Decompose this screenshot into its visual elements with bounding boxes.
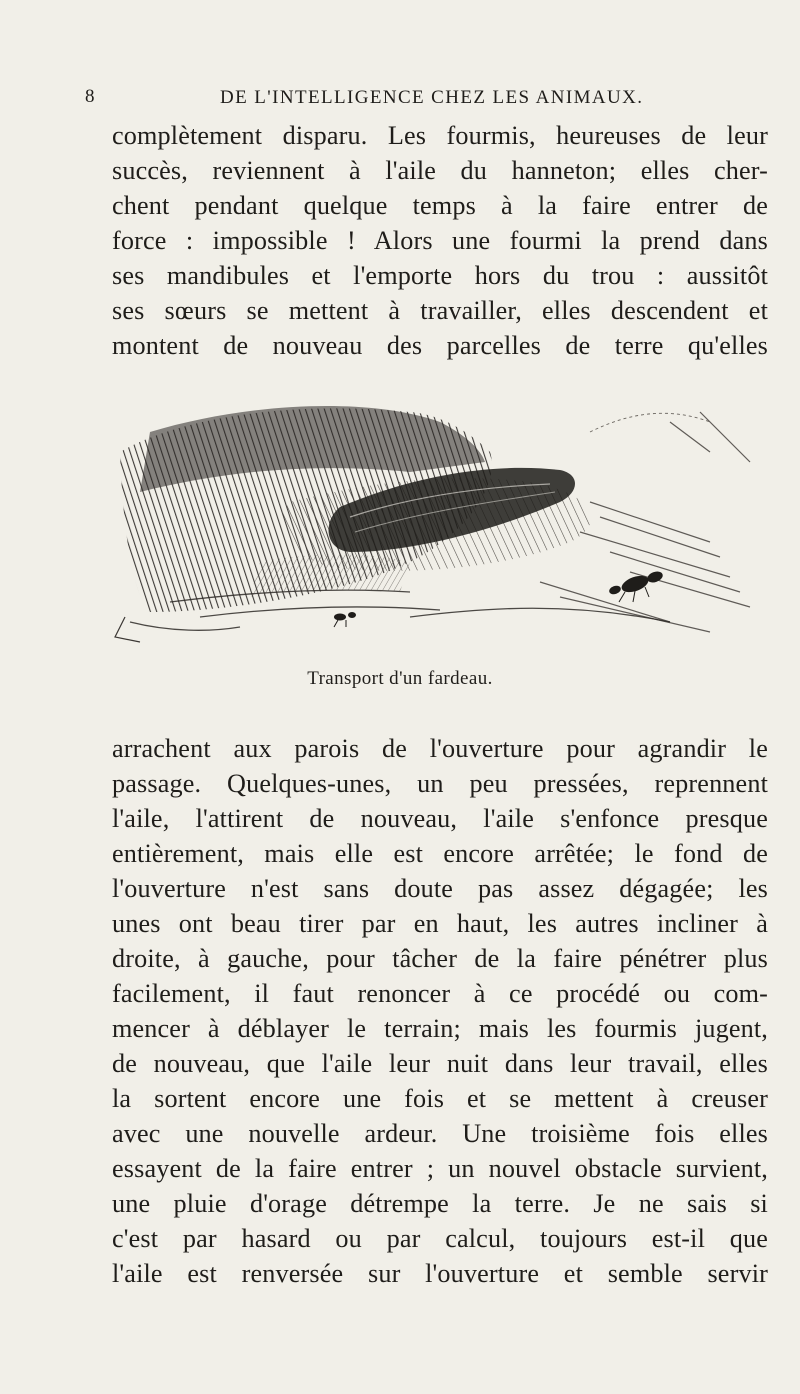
text-line: passage. Quelques-unes, un peu pressées, reprennent	[112, 769, 768, 798]
text-line: ses sœurs se mettent à travailler, elles descendent et	[112, 296, 768, 325]
text-line: droite, à gauche, pour tâcher de la faire pénétrer plus	[112, 944, 768, 973]
text-line: chent pendant quelque temps à la faire entrer de	[112, 191, 768, 220]
text-line: essayent de la faire entrer ; un nouvel obstacle survient,	[112, 1154, 768, 1183]
running-head	[85, 86, 775, 116]
text-line: l'aile est renversée sur l'ouverture et semble servir	[112, 1259, 768, 1288]
text-line: complètement disparu. Les fourmis, heureuses de leur	[112, 121, 768, 150]
text-line: avec une nouvelle ardeur. Une troisième fois elles	[112, 1119, 768, 1148]
text-line: l'aile, l'attirent de nouveau, l'aile s'enfonce presque	[112, 804, 768, 833]
text-line: c'est par hasard ou par calcul, toujours est-il que	[112, 1224, 768, 1253]
engraving-svg	[110, 392, 770, 662]
running-title: DE L'INTELLIGENCE CHEZ LES ANIMAUX.	[220, 87, 644, 108]
text-line: entièrement, mais elle est encore arrêtée; le fond de	[112, 839, 768, 868]
text-line: arrachent aux parois de l'ouverture pour agrandir le	[112, 734, 768, 763]
paragraph-bottom	[112, 731, 768, 1291]
text-line: ses mandibules et l'emporte hors du trou : aussitôt	[112, 261, 768, 290]
text-line: la sortent encore une fois et se mettent à creuser	[112, 1084, 768, 1113]
page-number: 8	[85, 86, 95, 107]
text-line: de nouveau, que l'aile leur nuit dans leur travail, elles	[112, 1049, 768, 1078]
text-line: montent de nouveau des parcelles de terre qu'elles	[112, 331, 768, 360]
text-line: force : impossible ! Alors une fourmi la prend dans	[112, 226, 768, 255]
engraving-illustration	[110, 392, 770, 672]
paragraph-top	[112, 118, 768, 363]
text-line: succès, reviennent à l'aile du hanneton; elles cher-	[112, 156, 768, 185]
figure-caption: Transport d'un fardeau.	[307, 668, 493, 689]
text-line: une pluie d'orage détrempe la terre. Je ne sais si	[112, 1189, 768, 1218]
text-line: facilement, il faut renoncer à ce procédé ou com-	[112, 979, 768, 1008]
text-line: mencer à déblayer le terrain; mais les fourmis jugent,	[112, 1014, 768, 1043]
text-line: l'ouverture n'est sans doute pas assez dégagée; les	[112, 874, 768, 903]
text-line: unes ont beau tirer par en haut, les autres incliner à	[112, 909, 768, 938]
